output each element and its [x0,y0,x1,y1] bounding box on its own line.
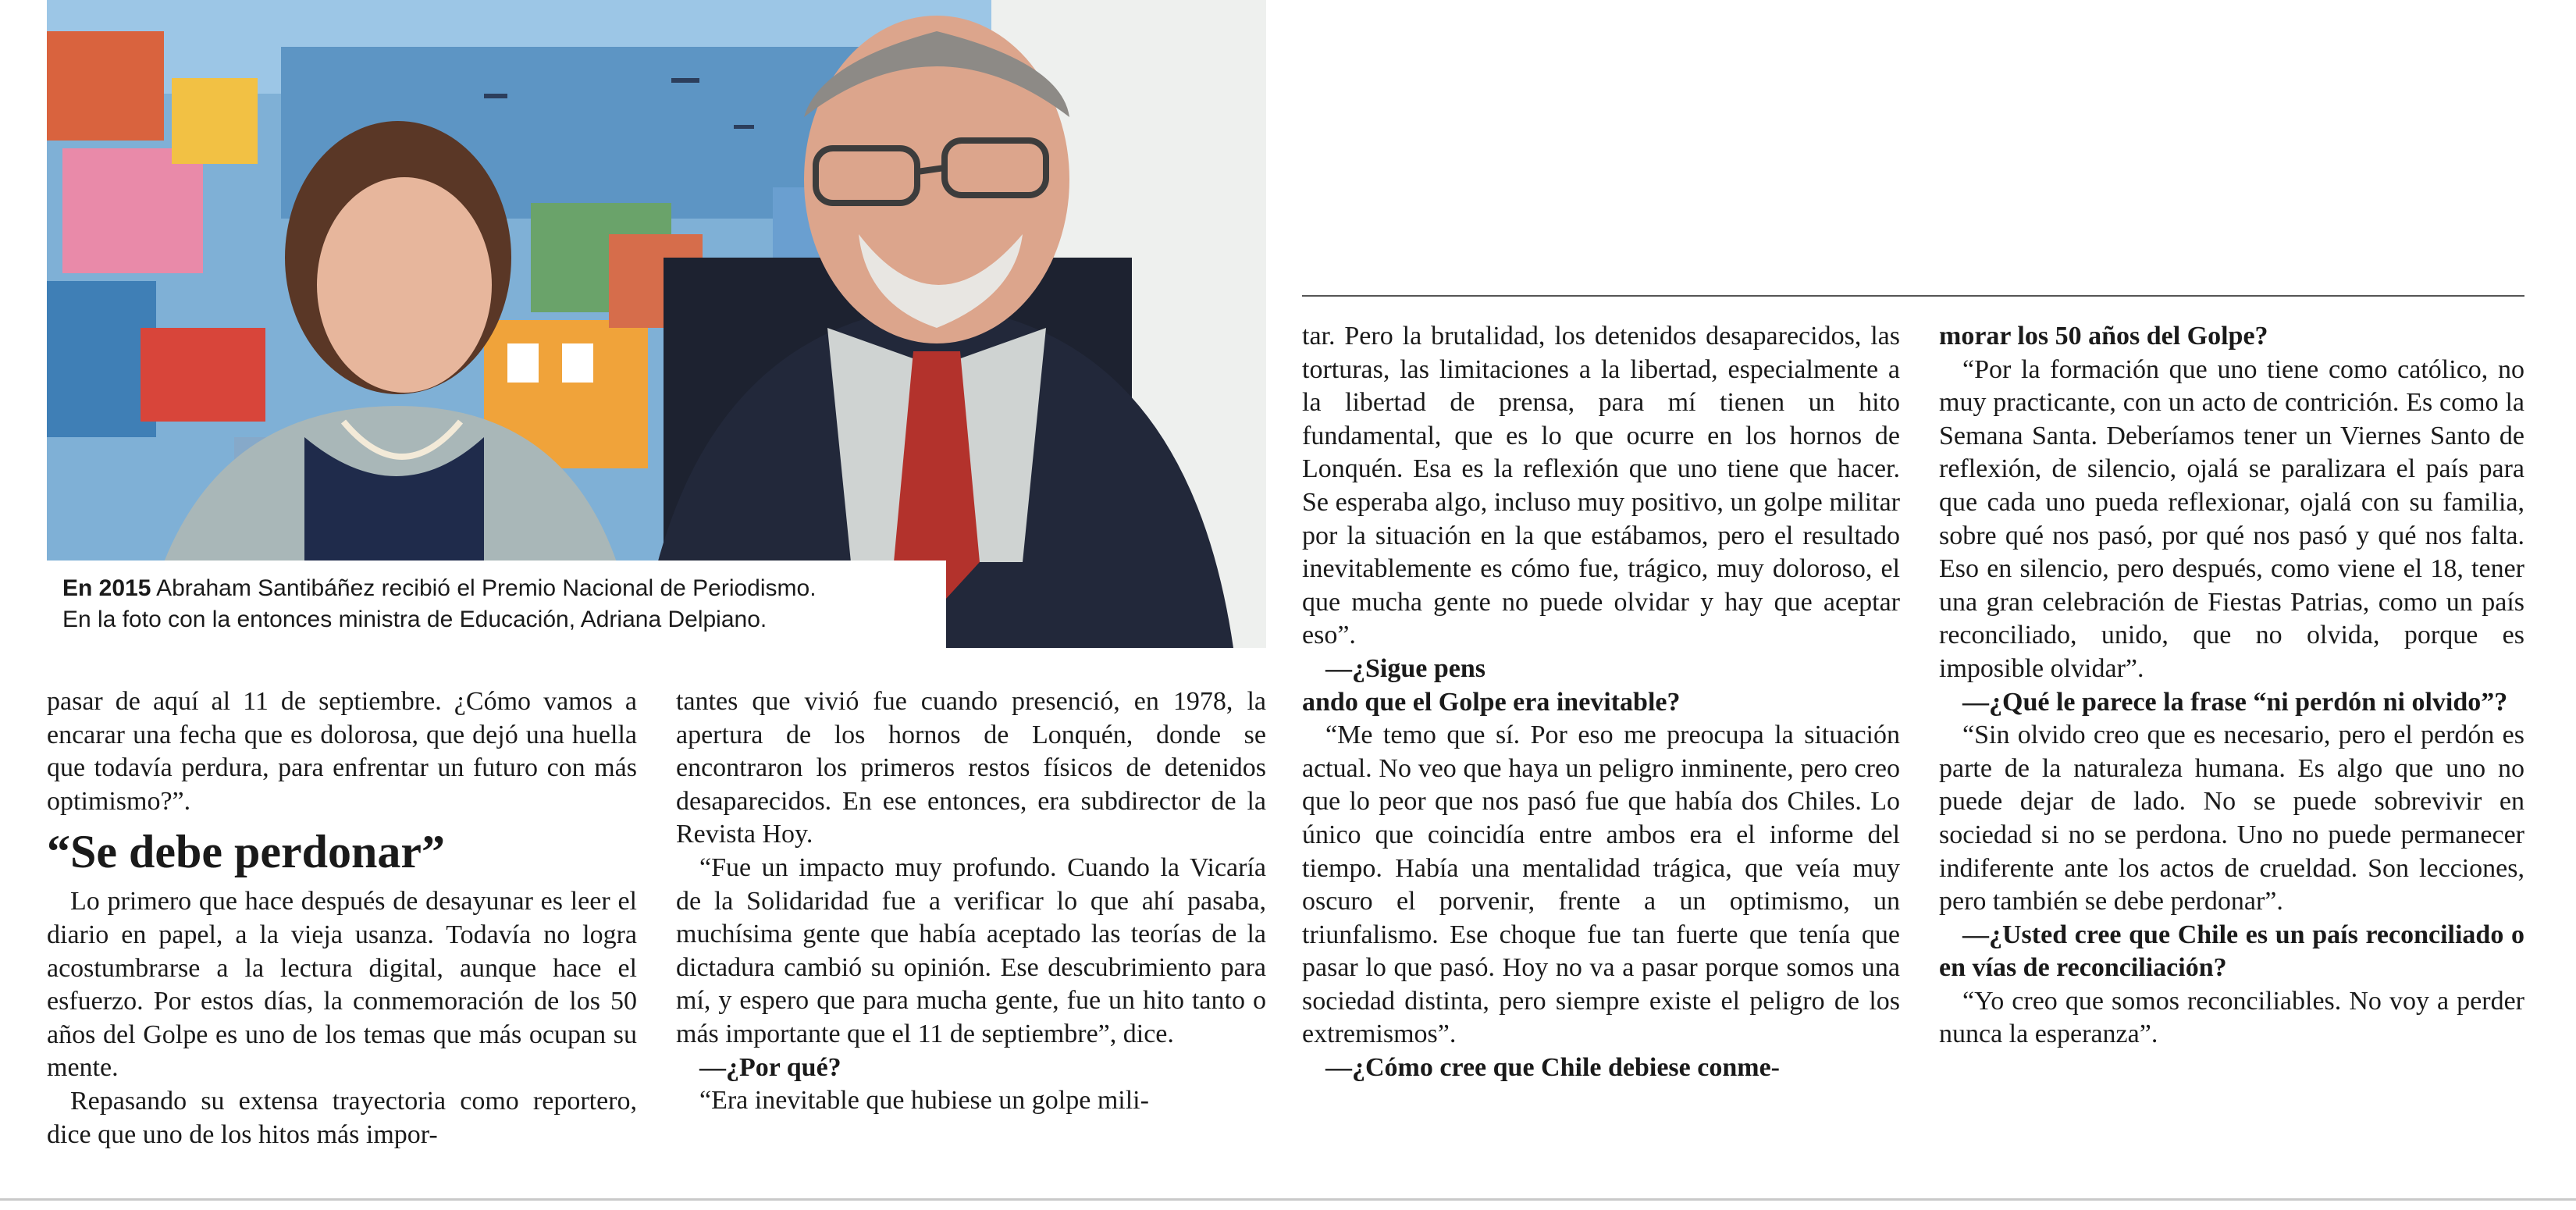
paragraph: “Yo creo que somos reconciliables. No voy a perder nunca la esperanza”. [1939,986,2524,1049]
article-column-1 [47,685,637,1151]
article-column-3 [1302,320,1900,1085]
article-column-2 [676,685,1266,1118]
photo-caption [62,573,952,635]
paragraph: “Fue un impacto muy profundo. Cuando la Vicaría de la Solidaridad fue a verificar lo que ahí pasaba, muchísima gente que había aceptado las teorías de la dictadura cambió su opinión. Ese descubrimiento para mí, y espero que para mucha gente, fue un hito tanto o más importante que el 11 de septiembre”, dice. [676,852,1266,1048]
interview-question: —¿Cómo cree que Chile debiese conme- [1325,1053,1780,1083]
caption-line-1 [62,573,952,604]
interview-question: —¿Por qué? [699,1052,841,1082]
interview-question-part-2: ando que el Golpe era inevitable? [1302,687,1681,717]
caption-line-2: En la foto con la entonces ministra de Educación, Adriana Delpiano. [62,607,767,632]
paragraph: “Era inevitable que hubiese un golpe mili- [699,1086,1149,1116]
paragraph: pasar de aquí al 11 de septiembre. ¿Cómo vamos a encarar una fecha que es dolorosa, que dejó una huella que todavía perdura, para enfrentar un futuro con más optimismo?”. [47,687,637,816]
column-top-rule [1302,295,2524,297]
interview-question: —¿Qué le parece la frase “ni perdón ni olvido”? [1962,687,2508,717]
paragraph: Lo primero que hace después de desayunar es leer el diario en papel, a la vieja usanza. Todavía no logra acostumbrarse a la lectura digital, aunque hace el esfuerzo. Por estos días, la conmemoración de los 50 años del Golpe es uno de los temas que más ocupan su mente. [47,887,637,1083]
paragraph: tantes que vivió fue cuando presenció, en 1978, la apertura de los hornos de Lonquén, donde se encontraron los primeros restos físicos de detenidos desaparecidos. En ese entonces, era subdirector de la Revista Hoy. [676,687,1266,849]
interview-question-continued: morar los 50 años del Golpe? [1939,322,2268,351]
paragraph: Repasando su extensa trayectoria como reportero, dice que uno de los hitos más impor- [47,1086,637,1149]
caption-line1-text: Abraham Santibáñez recibió el Premio Nacional de Periodismo. [151,575,817,601]
page-bottom-rule [0,1198,2576,1201]
interview-question-part-1: —¿Sigue pens [1325,653,1485,683]
paragraph: “Sin olvido creo que es necesario, pero el perdón es parte de la naturaleza humana. Es algo que uno no puede dejar de lado. No se puede sobrevivir en sociedad si no se perdona. Uno no puede permanecer indiferente ante los actos de crueldad. Son lecciones, pero también se debe perdonar”. [1939,721,2524,916]
article-column-4 [1939,320,2524,1052]
paragraph: “Por la formación que uno tiene como católico, no muy practicante, con un acto de contrición. Es como la Semana Santa. Deberíamos tener un Viernes Santo de reflexión, de silencio, ojalá se paralizara el país para que cada uno pueda reflexionar, ojalá con su familia, sobre qué nos pasó, por qué nos pasó y qué nos falta. Eso en silencio, pero después, como viene el 18, tener una gran celebración de Fiestas Patrias, como un país reconciliado, unido, que no olvida, porque es imposible olvidar”. [1939,354,2524,683]
article-photo [47,0,1266,648]
interview-question: —¿Usted cree que Chile es un país reconciliado o en vías de reconciliación? [1939,920,2524,983]
subheading: “Se debe perdonar” [47,826,445,878]
paragraph: “Me temo que sí. Por eso me preocupa la situación actual. No veo que haya un peligro inminente, pero creo que lo peor que nos pasó fue que había dos Chiles. Lo único que coincidía entre ambos era el informe del tiempo. Había una mentalidad trágica, que veía muy oscuro el porvenir, frente a un optimismo, un triunfalismo. Ese choque fue tan fuerte que tenía que pasar lo que pasó. Hoy no va a pasar porque somos una sociedad distinta, pero siempre existe el peligro de los extremismos”. [1302,721,1900,1049]
paragraph: tar. Pero la brutalidad, los detenidos desaparecidos, las torturas, las limitaciones a la libertad, especialmente a la libertad de prensa, para mí tienen un hito fundamental, que es lo que ocurre en los hornos de Lonquén. Esa es la reflexión que uno tiene que hacer. Se esperaba algo, incluso muy positivo, un golpe militar por la situación en la que estábamos, pero el resultado inevitablemente es cómo fue, trágico, muy doloroso, el que mucha gente no puede olvidar y hay que aceptar eso”. [1302,322,1900,650]
caption-lead: En 2015 [62,575,151,601]
